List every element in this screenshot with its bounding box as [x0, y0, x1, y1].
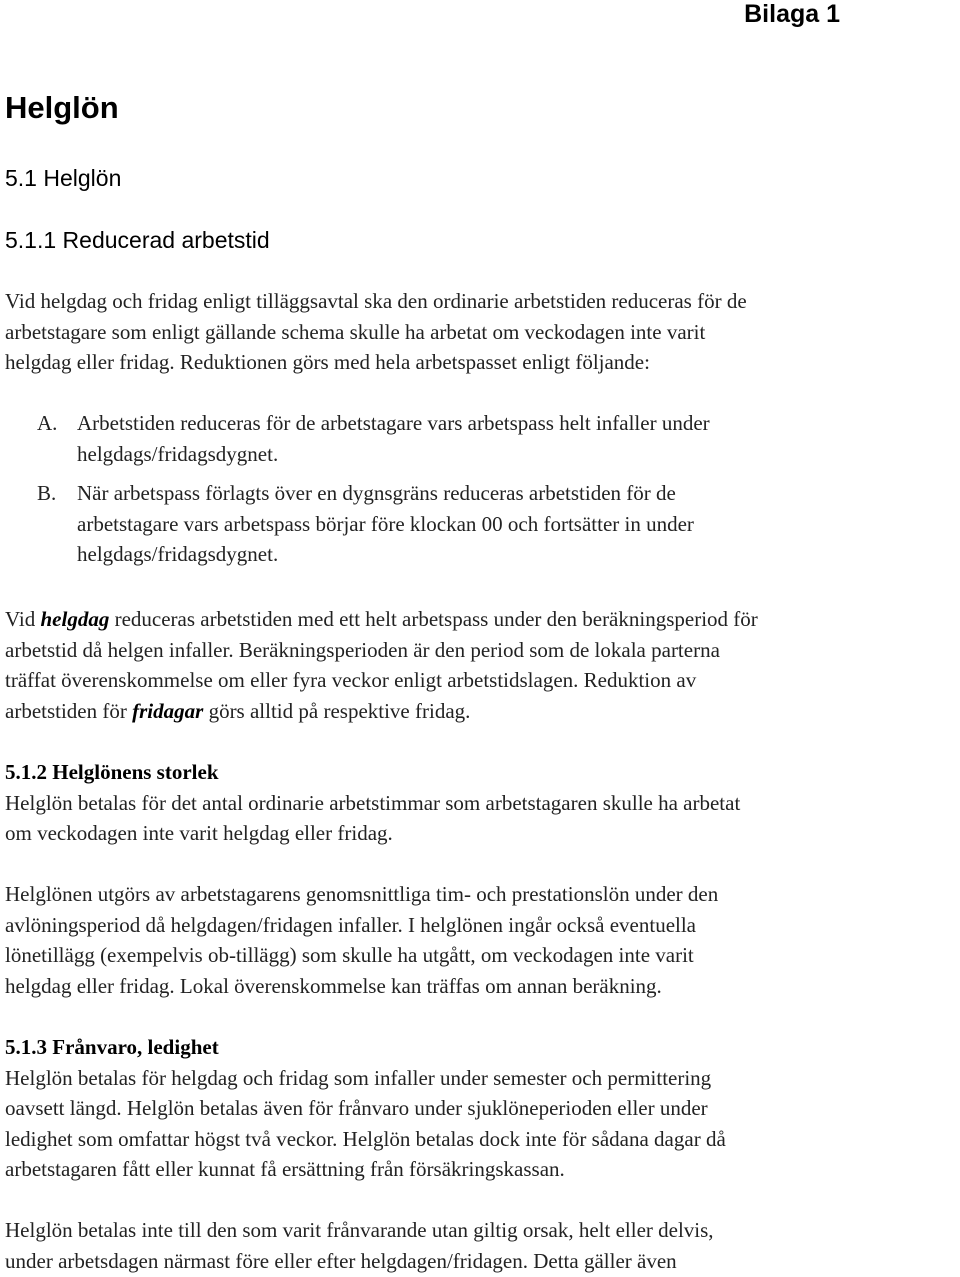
- text-line: om veckodagen inte varit helgdag eller fridag.: [5, 821, 393, 845]
- list-marker: B.: [37, 481, 57, 505]
- paragraph-helglonen-utgors: [5, 879, 718, 1001]
- text-line: helgdags/fridagsdygnet.: [77, 542, 279, 566]
- text-run: Vid: [5, 607, 41, 631]
- text-line: helgdags/fridagsdygnet.: [77, 441, 279, 466]
- text-line: helgdag eller fridag. Reduktionen görs med hela arbetspasset enligt följande:: [5, 350, 650, 374]
- paragraph-reducerad-intro: [5, 286, 747, 378]
- text-line: Helglön betalas för helgdag och fridag som infaller under semester och permittering: [5, 1065, 712, 1090]
- text-line: Vid helgdag och fridag enligt tilläggsavtal ska den ordinarie arbetstiden reduceras för de: [5, 289, 747, 313]
- text-line: arbetstagare vars arbetspass börjar före klockan 00 och fortsätter in under: [77, 511, 694, 536]
- text-line: ledighet som omfattar högst två veckor. Helglön betalas dock inte för sådana dagar då: [5, 1126, 726, 1151]
- emphasis-helgdag: helgdag: [40, 607, 110, 631]
- list-item-text: [77, 478, 694, 570]
- text-line: Arbetstiden reduceras för de arbetstagare vars arbetspass helt infaller under: [77, 411, 710, 435]
- paragraph-franvarande: [5, 1215, 714, 1276]
- text-run: arbetstiden för: [5, 698, 133, 723]
- subsection-heading-5-1-1: 5.1.1 Reducerad arbetstid: [5, 227, 270, 253]
- text-line: När arbetspass förlagts över en dygnsgräns reduceras arbetstiden för de: [77, 481, 676, 505]
- text-line: lönetillägg (exempelvis ob-tillägg) som skulle ha utgått, om veckodagen inte varit: [5, 943, 694, 967]
- text-line: träffat överenskommelse om eller fyra veckor enligt arbetstidslagen. Reduktion av: [5, 668, 697, 692]
- page-title: Helglön: [5, 90, 119, 125]
- text-line: [5, 696, 758, 727]
- text-run: görs alltid på respektive fridag.: [203, 698, 471, 723]
- text-line: Helglön betalas inte till den som varit frånvarande utan giltig orsak, helt eller delvis,: [5, 1218, 714, 1242]
- section-5-1-2: [5, 757, 740, 849]
- text-line: under arbetsdagen närmast före eller efter helgdagen/fridagen. Detta gäller även: [5, 1248, 677, 1273]
- text-line: arbetstagaren fått eller kunnat få ersättning från försäkringskassan.: [5, 1157, 565, 1181]
- appendix-label: Bilaga 1: [744, 0, 840, 28]
- text-line: helgdag eller fridag. Lokal överenskommelse kan träffas om annan beräkning.: [5, 973, 662, 998]
- text-line: oavsett längd. Helglön betalas även för frånvaro under sjuklöneperioden eller under: [5, 1096, 708, 1120]
- paragraph-helgdag-fridag: [5, 604, 758, 726]
- emphasis-fridagar: fridagar: [132, 698, 204, 723]
- text-line: avlöningsperiod då helgdagen/fridagen infaller. I helglönen ingår också eventuella: [5, 912, 697, 937]
- text-line: arbetstagare som enligt gällande schema skulle ha arbetat om veckodagen inte varit: [5, 319, 706, 344]
- section-5-1-3: [5, 1032, 726, 1185]
- section-heading: 5.1 Helglön: [5, 165, 122, 191]
- text-line: Helglönen utgörs av arbetstagarens genomsnittliga tim- och prestationslön under den: [5, 882, 719, 906]
- subsection-heading-5-1-3: 5.1.3 Frånvaro, ledighet: [5, 1035, 219, 1059]
- text-line: [5, 604, 758, 635]
- list-item-text: [77, 408, 710, 469]
- list-marker: A.: [37, 411, 58, 435]
- text-line: arbetstid då helgen infaller. Beräkningsperioden är den period som de lokala parterna: [5, 637, 720, 662]
- text-run: reduceras arbetstiden med ett helt arbetspass under den beräkningsperiod för: [109, 607, 758, 631]
- text-line: Helglön betalas för det antal ordinarie arbetstimmar som arbetstagaren skulle ha arbetat: [5, 790, 741, 815]
- subsection-heading-5-1-2: 5.1.2 Helglönens storlek: [5, 760, 219, 784]
